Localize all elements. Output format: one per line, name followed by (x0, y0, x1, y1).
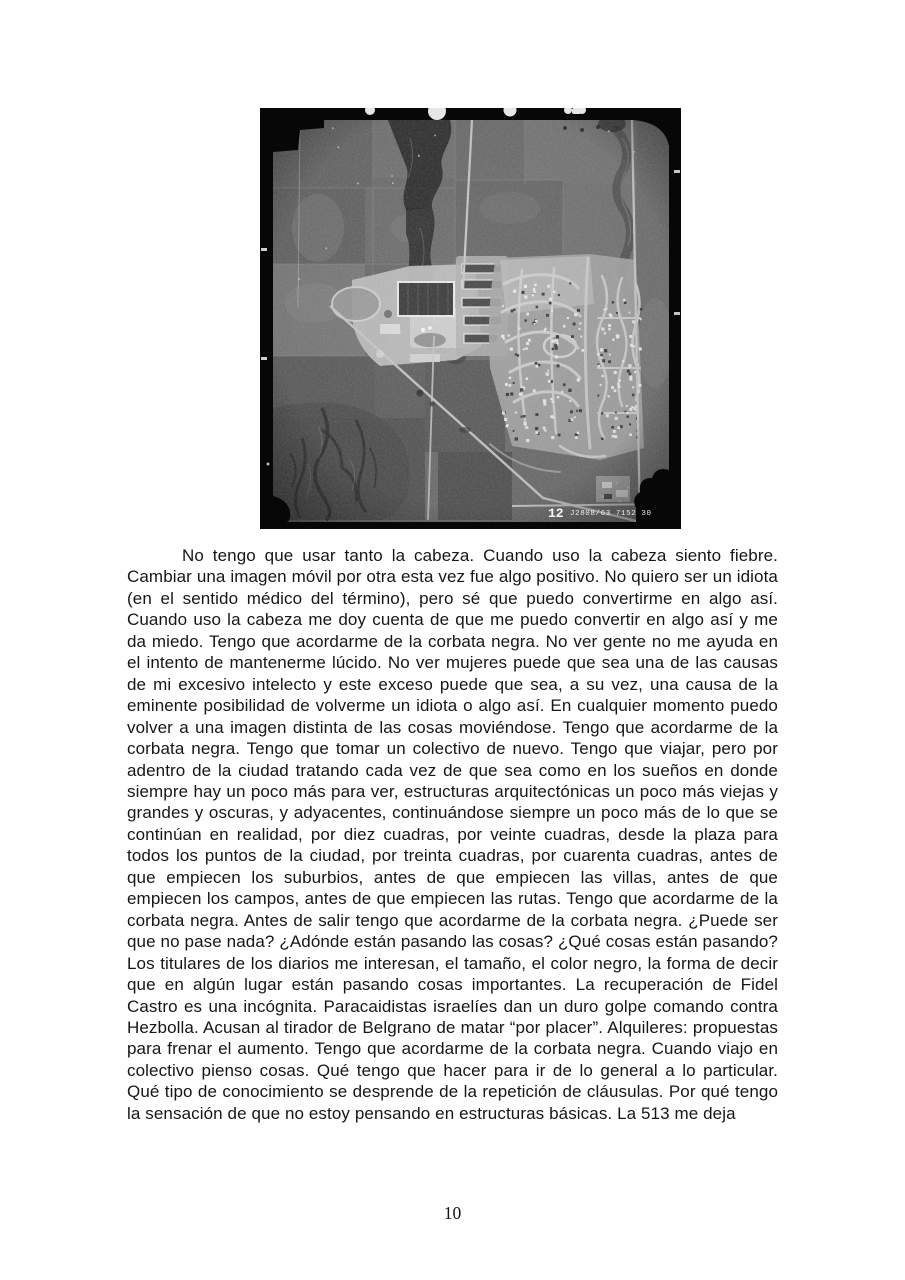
film-grain (273, 120, 669, 522)
aerial-photo-figure (260, 108, 681, 529)
page-number: 10 (443, 1203, 462, 1223)
photo-code: J2808/63 7152 30 (570, 510, 652, 518)
aerial-photo (260, 108, 681, 529)
photo-frame-number: 12 (548, 506, 564, 521)
body-paragraph: No tengo que usar tanto la cabeza. Cuando uso la cabeza siento fiebre. Cambiar una imagen móvil por otra esta vez fue algo positivo. No quiero ser un idiota (en el sentido médico del término), pero sé que puedo convertirme en algo así. Cuando uso la cabeza me doy cuenta de que me puedo convertir en algo así y me da miedo. Tengo que acordarme de la corbata negra. No ver gente no me ayuda en el intento de mantenerme lúcido. No ver mujeres puede que sea una de las causas de mi excesivo intelecto y este exceso puede que sea, a su vez, una causa de la eminente posibilidad de volverme un idiota o algo así. En cualquier momento puedo volver a una imagen distinta de las cosas moviéndose. Tengo que acordarme de la corbata negra. Tengo que tomar un colectivo de nuevo. Tengo que viajar, pero por adentro de la ciudad tratando cada vez de que sea como en los sueños en donde siempre hay un poco más para ver, estructuras arquitectónicas un poco más viejas y grandes y oscuras, y adyacentes, continuándose siempre un poco más de lo que se continúan en realidad, por diez cuadras, por veinte cuadras, desde la plaza para todos los puntos de la ciudad, por treinta cuadras, por cuarenta cuadras, antes de que empiecen los suburbios, antes de que empiecen las villas, antes de que empiecen los campos, antes de que empiecen las rutas. Tengo que acordarme de la corbata negra. Antes de salir tengo que acordarme de la corbata negra. ¿Puede ser que no pase nada? ¿Adónde están pasando las cosas? ¿Qué cosas están pasando? Los titulares de los diarios me interesan, el tamaño, el color negro, la forma de decir que en algún lugar están pasando cosas importantes. La recuperación de Fidel Castro es una incógnita. Paracaidistas israelíes dan un duro golpe comando contra Hezbolla. Acusan al tirador de Belgrano de matar “por placer”. Alquileres: propuestas para frenar el aumento. Tengo que acordarme de la corbata negra. Cuando viajo en colectivo pienso cosas. Qué tengo que hacer para ir de lo general a lo particular. Qué tipo de conocimiento se desprende de la repetición de cláusulas. Por qué tengo la sensación de que no estoy pensando en estructuras básicas. La 513 me deja (127, 546, 778, 1123)
